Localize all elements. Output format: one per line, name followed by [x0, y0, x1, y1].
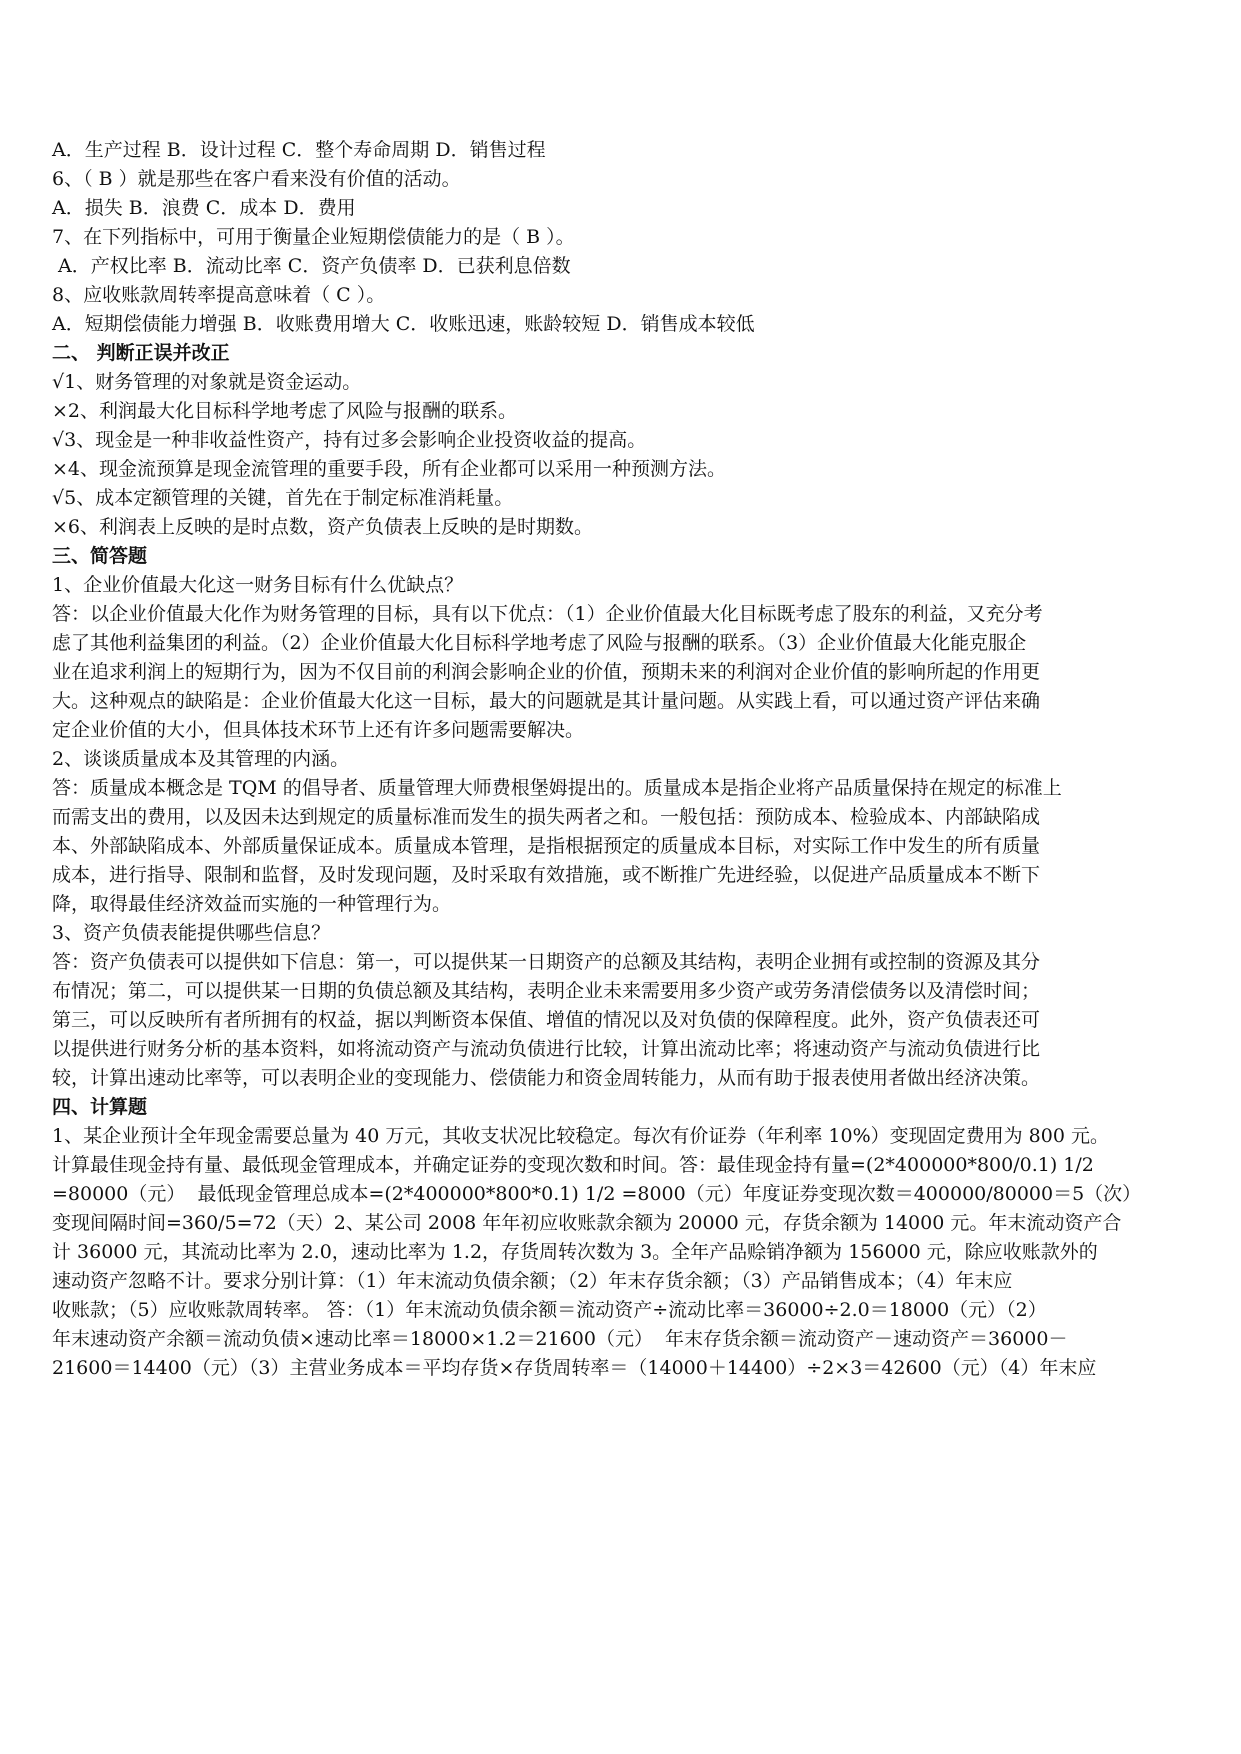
judgment-item [52, 484, 1202, 513]
choice-options: A．短期偿债能力增强 B．收账费用增大 C．收账迅速，账龄较短 D．销售成本较低 [52, 313, 755, 335]
judgment-text: 4、现金流预算是现金流管理的重要手段，所有企业都可以采用一种预测方法。 [67, 458, 727, 480]
answer-line: 答：质量成本概念是 TQM 的倡导者、质量管理大师费根堡姆提出的。质量成本是指企业将产品质量保持在规定的标准上 [52, 777, 1062, 799]
answer-line: 而需支出的费用，以及因未达到规定的质量标准而发生的损失两者之和。一般包括：预防成本、检验成本、内部缺陷成 [52, 806, 1041, 828]
calculation-line: =80000（元） 最低现金管理总成本=(2*400000*800*0.1) 1/2 =8000（元）年度证券变现次数＝400000/80000＝5（次） [52, 1183, 1142, 1205]
calculation-line: 计 36000 元，其流动比率为 2.0，速动比率为 1.2，存货周转次数为 3。全年产品赊销净额为 156000 元，除应收账款外的 [52, 1241, 1098, 1263]
judgment-text: 3、现金是一种非收益性资产，持有过多会影响企业投资收益的提高。 [64, 429, 647, 451]
judgment-item [52, 397, 1202, 426]
calculation-line: 收账款；（5）应收账款周转率。 答：（1）年末流动负债余额＝流动资产÷流动比率＝36000÷2.0＝18000（元）（2） [52, 1299, 1047, 1321]
judgment-mark: × [52, 458, 68, 480]
section-heading-short-answer: 三、简答题 [52, 545, 148, 567]
calculation-line: 21600＝14400（元）（3）主营业务成本＝平均存货×存货周转率＝（14000＋14400）÷2×3＝42600（元）（4）年末应 [52, 1357, 1097, 1379]
judgment-mark: × [52, 400, 68, 422]
judgment-mark: √ [52, 371, 65, 393]
judgment-mark: × [52, 516, 68, 538]
answer-line: 答：资产负债表可以提供如下信息：第一，可以提供某一日期资产的总额及其结构，表明企业拥有或控制的资源及其分 [52, 951, 1041, 973]
calculation-line: 年末速动资产余额＝流动负债×速动比率＝18000×1.2＝21600（元） 年末存货余额＝流动资产－速动资产＝36000－ [52, 1328, 1068, 1350]
choice-question: 7、在下列指标中，可用于衡量企业短期偿债能力的是（ B ）。 [52, 226, 575, 248]
answer-line: 大。这种观点的缺陷是：企业价值最大化这一目标，最大的问题就是其计量问题。从实践上看，可以通过资产评估来确 [52, 690, 1041, 712]
choice-question: 8、应收账款周转率提高意味着（ C ）。 [52, 284, 386, 306]
judgment-text: 5、成本定额管理的关键，首先在于制定标准消耗量。 [64, 487, 514, 509]
calculation-line: 计算最佳现金持有量、最低现金管理成本，并确定证券的变现次数和时间。答：最佳现金持有量=(2*400000*800/0.1) 1/2 [52, 1154, 1094, 1176]
answer-line: 成本，进行指导、限制和监督，及时发现问题，及时采取有效措施，或不断推广先进经验，以促进产品质量成本不断下 [52, 864, 1041, 886]
answer-line: 虑了其他利益集团的利益。（2）企业价值最大化目标科学地考虑了风险与报酬的联系。（3）企业价值最大化能克服企 [52, 632, 1027, 654]
judgment-text: 6、利润表上反映的是时点数，资产负债表上反映的是时期数。 [67, 516, 594, 538]
choice-options: A．生产过程 B．设计过程 C．整个寿命周期 D．销售过程 [52, 139, 546, 161]
document-body [52, 136, 1202, 1383]
judgment-text: 1、财务管理的对象就是资金运动。 [64, 371, 362, 393]
answer-line: 布情况；第二，可以提供某一日期的负债总额及其结构，表明企业未来需要用多少资产或劳务清偿债务以及清偿时间； [52, 980, 1041, 1002]
answer-line: 以提供进行财务分析的基本资料，如将流动资产与流动负债进行比较，计算出流动比率；将速动资产与流动负债进行比 [52, 1038, 1041, 1060]
answer-line: 定企业价值的大小，但具体技术环节上还有许多问题需要解决。 [52, 719, 585, 741]
calculation-line: 变现间隔时间=360/5=72（天）2、某公司 2008 年年初应收账款余额为 20000 元，存货余额为 14000 元。年末流动资产合 [52, 1212, 1122, 1234]
section-heading-calculation: 四、计算题 [52, 1096, 148, 1118]
answer-line: 较，计算出速动比率等，可以表明企业的变现能力、偿债能力和资金周转能力，从而有助于报表使用者做出经济决策。 [52, 1067, 1041, 1089]
judgment-mark: √ [52, 487, 65, 509]
answer-line: 本、外部缺陷成本、外部质量保证成本。质量成本管理，是指根据预定的质量成本目标，对实际工作中发生的所有质量 [52, 835, 1041, 857]
judgment-item [52, 368, 1202, 397]
judgment-text: 2、利润最大化目标科学地考虑了风险与报酬的联系。 [67, 400, 518, 422]
short-answer-question: 1、企业价值最大化这一财务目标有什么优缺点？ [52, 574, 464, 596]
choice-options: A．损失 B．浪费 C．成本 D．费用 [52, 197, 356, 219]
choice-options: A．产权比率 B．流动比率 C．资产负债率 D．已获利息倍数 [52, 255, 571, 277]
judgment-mark: √ [52, 429, 65, 451]
calculation-line: 速动资产忽略不计。要求分别计算：（1）年末流动负债余额；（2）年末存货余额；（3）产品销售成本；（4）年末应 [52, 1270, 1013, 1292]
judgment-item [52, 513, 1202, 542]
short-answer-question: 3、资产负债表能提供哪些信息？ [52, 922, 331, 944]
section-heading-judgment: 二、 判断正误并改正 [52, 342, 230, 364]
calculation-line: 1、某企业预计全年现金需要总量为 40 万元，其收支状况比较稳定。每次有价证券（年利率 10%）变现固定费用为 800 元。 [52, 1125, 1109, 1147]
answer-line: 降，取得最佳经济效益而实施的一种管理行为。 [52, 893, 452, 915]
answer-line: 答：以企业价值最大化作为财务管理的目标，具有以下优点：（1）企业价值最大化目标既考虑了股东的利益，又充分考 [52, 603, 1043, 625]
answer-line: 第三，可以反映所有者所拥有的权益，据以判断资本保值、增值的情况以及对负债的保障程度。此外，资产负债表还可 [52, 1009, 1041, 1031]
choice-question: 6、（ B ）就是那些在客户看来没有价值的活动。 [52, 168, 461, 190]
judgment-item [52, 426, 1202, 455]
judgment-item [52, 455, 1202, 484]
answer-line: 业在追求利润上的短期行为，因为不仅目前的利润会影响企业的价值，预期未来的利润对企业价值的影响所起的作用更 [52, 661, 1041, 683]
short-answer-question: 2、谈谈质量成本及其管理的内涵。 [52, 748, 350, 770]
